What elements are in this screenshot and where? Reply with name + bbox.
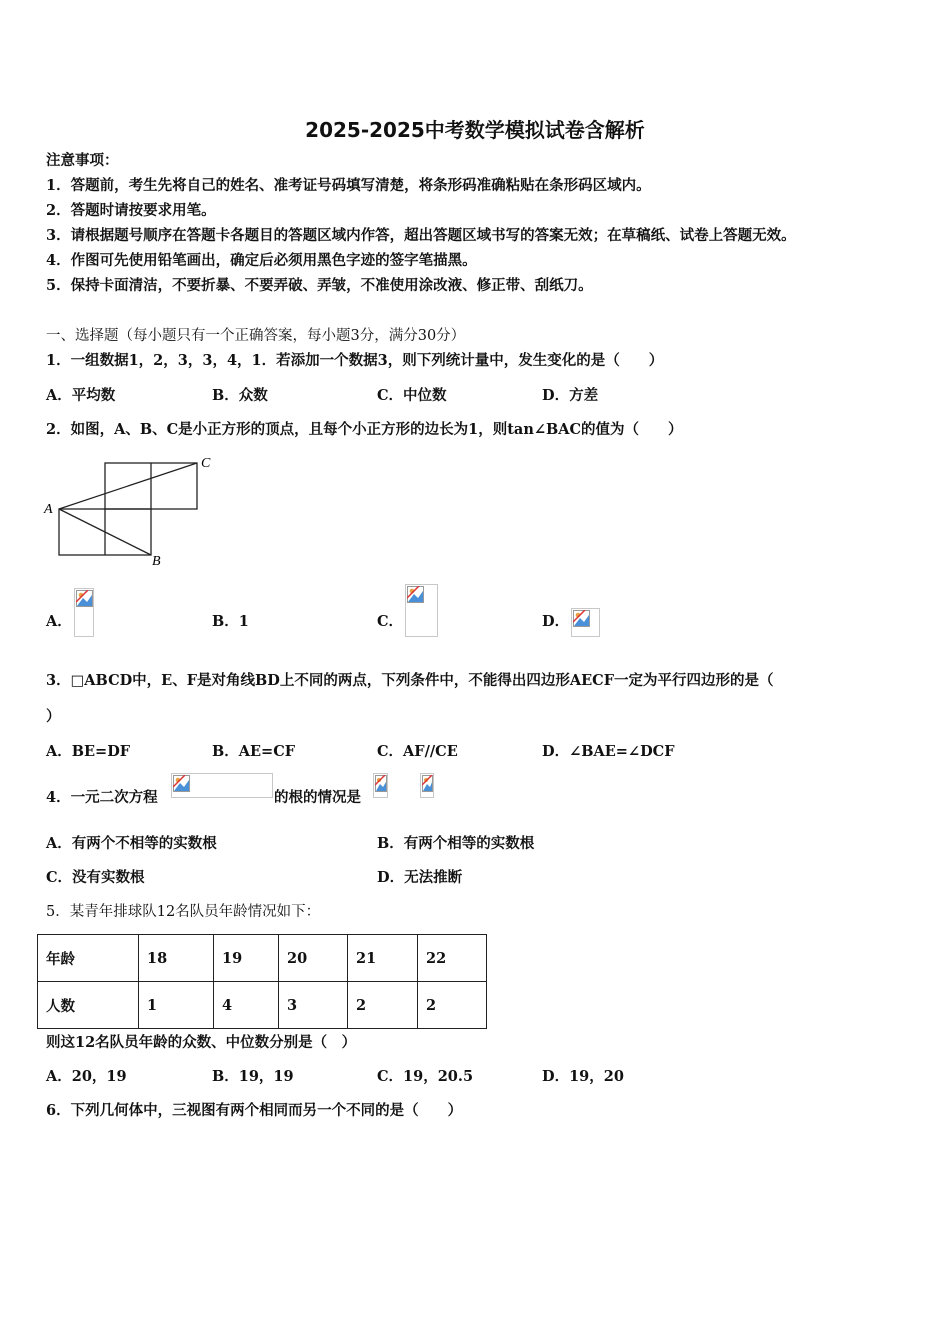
q3-option-a: A．BE=DF — [46, 743, 131, 760]
table-cell: 2 — [418, 982, 487, 1029]
table-cell: 3 — [279, 982, 348, 1029]
q1-option-c: C．中位数 — [377, 387, 447, 404]
table-cell: 19 — [214, 935, 279, 982]
q3-stem-end: ） — [46, 708, 61, 725]
q2-option-a: A． — [46, 613, 72, 630]
q5-option-d: D．19，20 — [542, 1068, 624, 1085]
label-a: A — [44, 502, 53, 517]
table-cell: 年龄 — [38, 935, 139, 982]
q2-stem: 2．如图，A、B、C是小正方形的顶点，且每个小正方形的边长为1，则tan∠BAC的值为（ ） — [46, 421, 683, 438]
q6-stem: 6．下列几何体中，三视图有两个相同而另一个不同的是（ ） — [46, 1102, 463, 1119]
q3-option-c: C．AF//CE — [377, 743, 458, 760]
table-cell: 22 — [418, 935, 487, 982]
q3-option-b: B．AE=CF — [212, 743, 296, 760]
notice-item-1: 1．答题前，考生先将自己的姓名、准考证号码填写清楚，将条形码准确粘贴在条形码区域内。 — [46, 177, 651, 194]
q1-option-a: A．平均数 — [46, 387, 116, 404]
label-c: C — [201, 456, 211, 471]
q5-option-c: C．19，20.5 — [377, 1068, 474, 1085]
broken-image-icon — [571, 608, 600, 637]
broken-image-icon — [405, 584, 438, 637]
q5-option-a: A．20，19 — [46, 1068, 127, 1085]
table-cell: 4 — [214, 982, 279, 1029]
q4-stem-end: 的根的情况是 — [274, 789, 361, 806]
table-cell: 人数 — [38, 982, 139, 1029]
q1-stem: 1．一组数据1，2，3，3，4，1．若添加一个数据3，则下列统计量中，发生变化的是（ ） — [46, 352, 664, 369]
table-cell: 1 — [139, 982, 214, 1029]
notice-item-4: 4．作图可先使用铅笔画出，确定后必须用黑色字迹的签字笔描黑。 — [46, 252, 477, 269]
q4-option-d: D．无法推断 — [377, 869, 463, 886]
q5-question: 则这12名队员年龄的众数、中位数分别是（ ） — [46, 1034, 357, 1051]
label-b: B — [152, 554, 161, 569]
table-cell: 20 — [279, 935, 348, 982]
broken-image-icon — [171, 773, 273, 798]
age-table — [37, 934, 487, 1029]
q3-stem: 3．□ABCD中，E、F是对角线BD上不同的两点，下列条件中，不能得出四边形AECF一定为平行四边形的是（ — [46, 672, 774, 689]
q4-option-c: C．没有实数根 — [46, 869, 145, 886]
table-cell: 21 — [348, 935, 418, 982]
q3-option-d: D．∠BAE=∠DCF — [542, 743, 675, 760]
notice-item-2: 2．答题时请按要求用笔。 — [46, 202, 216, 219]
table-cell: 18 — [139, 935, 214, 982]
q1-option-d: D．方差 — [542, 387, 599, 404]
q4-option-b: B．有两个相等的实数根 — [377, 835, 535, 852]
broken-image-icon — [420, 773, 434, 798]
q5-stem: 5．某青年排球队12名队员年龄情况如下： — [46, 904, 321, 920]
q2-option-b: B．1 — [212, 613, 249, 630]
q5-option-b: B．19，19 — [212, 1068, 294, 1085]
q2-option-d: D． — [542, 613, 570, 630]
segment-ac — [59, 463, 197, 509]
page-title: 2025-2025中考数学模拟试卷含解析 — [305, 118, 645, 142]
section-heading: 一、选择题（每小题只有一个正确答案，每小题3分，满分30分） — [46, 328, 466, 344]
broken-image-icon — [373, 773, 388, 798]
table-cell: 2 — [348, 982, 418, 1029]
notice-heading: 注意事项： — [46, 152, 119, 169]
notice-item-3: 3．请根据题号顺序在答题卡各题目的答题区域内作答，超出答题区域书写的答案无效；在草稿纸、试卷上答题无效。 — [46, 227, 796, 244]
table-row — [38, 935, 487, 982]
notice-item-5: 5．保持卡面清洁，不要折暴、不要弄破、弄皱，不准使用涂改液、修正带、刮纸刀。 — [46, 277, 593, 294]
q4-option-a: A．有两个不相等的实数根 — [46, 835, 217, 852]
q2-option-c: C． — [377, 613, 404, 630]
q1-option-b: B．众数 — [212, 387, 268, 404]
table-row — [38, 982, 487, 1029]
q2-grid-figure — [40, 452, 230, 572]
q4-stem-start: 4．一元二次方程 — [46, 789, 158, 806]
broken-image-icon — [74, 588, 94, 637]
